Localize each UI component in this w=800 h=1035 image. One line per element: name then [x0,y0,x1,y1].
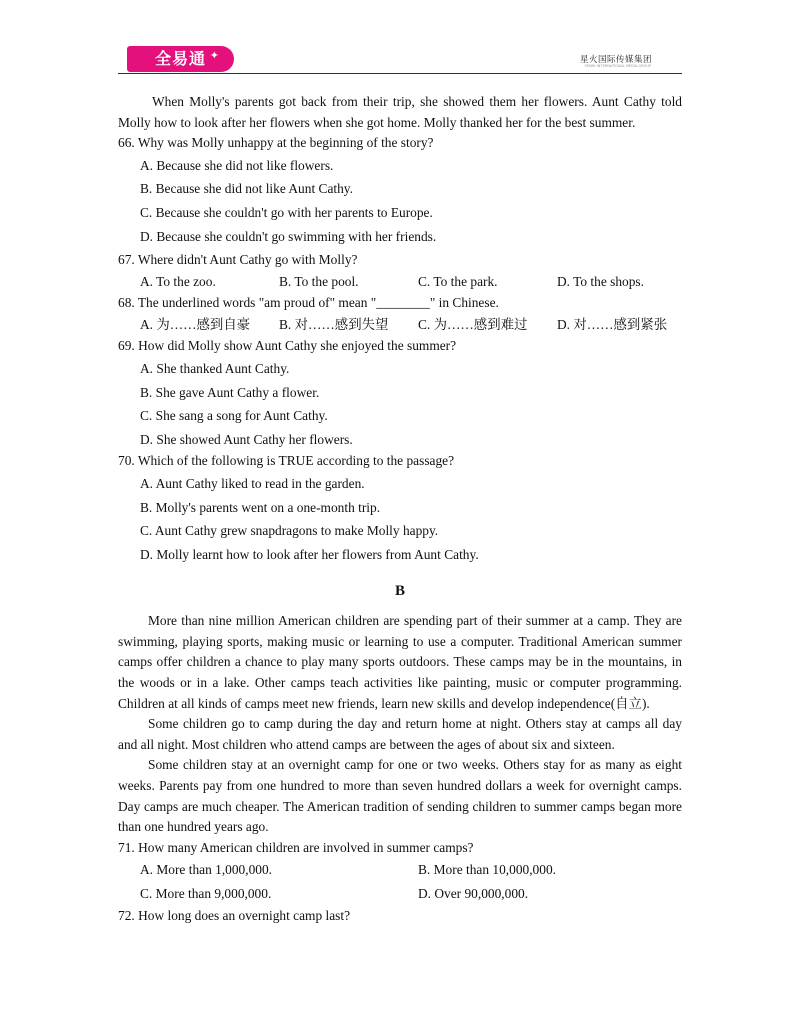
page-header [118,46,682,76]
option-b: B. She gave Aunt Cathy a flower. [140,384,320,400]
question-72 [118,906,682,927]
option-d: D. She showed Aunt Cathy her flowers. [140,431,353,447]
option-a: A. Aunt Cathy liked to read in the garden. [140,475,365,491]
option-c: C. To the park. [418,273,498,289]
option-a: A. She thanked Aunt Cathy. [140,360,290,376]
option-a: A. To the zoo. [140,273,216,289]
option-c: C. More than 9,000,000. [140,886,272,902]
passage-a-ending: When Molly's parents got back from their trip, she showed them her flowers. Aunt Cathy told Molly how to look after her flowers when she got home. Molly thanked her for the best summer. [118,94,682,130]
brand-subtitle: SPARK INTERNATIONAL MEDIA GROUP [584,64,651,68]
option-d: D. Molly learnt how to look after her flowers from Aunt Cathy. [140,546,479,562]
question-71 [118,838,682,907]
option-d: D. Because she couldn't go swimming with her friends. [140,228,437,244]
question-text: 68. The underlined words "am proud of" mean "________" in Chinese. [118,295,499,311]
option-b: B. Because she did not like Aunt Cathy. [140,181,353,197]
option-c: C. Because she couldn't go with her parents to Europe. [140,204,433,220]
answer-blank: ________ [376,295,430,311]
logo-star-icon: ✦ [209,49,220,62]
logo-text: 全易通 [154,49,206,68]
question-text: 66. Why was Molly unhappy at the beginning of the story? [118,135,434,151]
question-67 [118,250,682,293]
question-69 [118,336,682,451]
question-text: 69. How did Molly show Aunt Cathy she enjoyed the summer? [118,338,457,354]
question-text: 71. How many American children are involved in summer camps? [118,839,474,855]
question-text: 67. Where didn't Aunt Cathy go with Molly? [118,252,358,268]
option-d: D. Over 90,000,000. [418,886,529,902]
document-body [118,92,682,927]
option-b: B. Molly's parents went on a one-month trip. [140,499,381,515]
question-68 [118,293,682,336]
option-a: A. Because she did not like flowers. [140,157,334,173]
question-70 [118,451,682,566]
option-a: A. More than 1,000,000. [140,862,273,878]
option-b: B. To the pool. [279,273,359,289]
option-c: C. Aunt Cathy grew snapdragons to make Molly happy. [140,523,439,539]
section-b-title: B [394,583,405,600]
passage-b-paragraph-3: Some children stay at an overnight camp for one or two weeks. Others stay for as many as eight weeks. Parents pay from one hundred to more than seven hundred dollars a week for overnight camps. Day camps are much cheaper. The American tradition of sending children to summer camps began more than one hundred years ago. [118,757,682,835]
passage-b-paragraph-2: Some children go to camp during the day and return home at night. Others stay at camps all day and all night. Most children who attend camps are between the ages of about six and sixteen. [118,716,682,752]
option-a: A. 为……感到自豪 [140,316,251,332]
question-66 [118,133,682,248]
brand-name: 星火国际传媒集团 [579,55,652,65]
option-c: C. 为……感到难过 [418,316,528,332]
option-d: D. To the shops. [557,273,644,289]
passage-b-paragraph-1: More than nine million American children are spending part of their summer at a camp. They are swimming, playing sports, making music or learning to use a computer. Traditional American summer camps offer children a chance to play many sports outdoors. These camps may be in the mountains, in the woods or in a lake. Other camps teach activities like painting, music or computer programming. Children at all kinds of camps meet new friends, learn new skills and develop independence(自立). [118,613,682,711]
option-d: D. 对……感到紧张 [557,316,668,332]
header-divider [118,73,682,74]
logo [127,46,234,72]
option-c: C. She sang a song for Aunt Cathy. [140,408,328,424]
option-b: B. 对……感到失望 [279,316,389,332]
question-text: 70. Which of the following is TRUE according to the passage? [118,453,455,469]
option-b: B. More than 10,000,000. [418,862,556,878]
question-text: 72. How long does an overnight camp last? [118,908,351,924]
